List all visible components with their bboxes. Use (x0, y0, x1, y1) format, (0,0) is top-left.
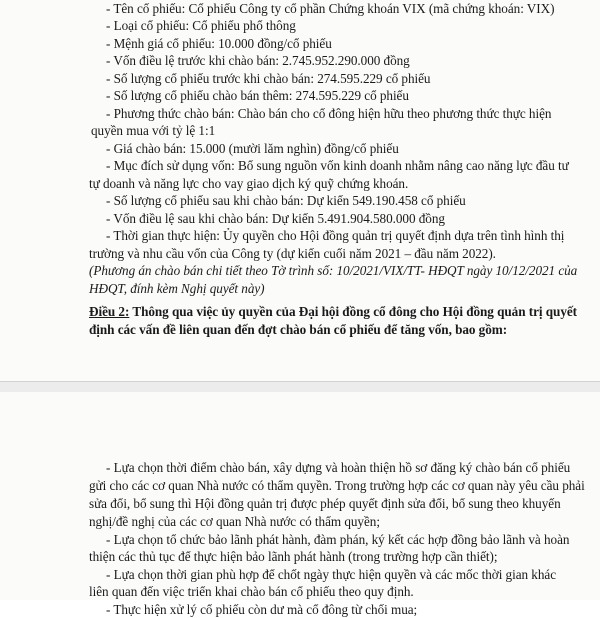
text-line: - Vốn điều lệ sau khi chào bán: Dự kiến 5.491.904.580.000 đồng (106, 211, 445, 226)
text-line: - Vốn điều lệ trước khi chào bán: 2.745.952.290.000 đồng (106, 53, 410, 68)
text-line: - Mệnh giá cổ phiếu: 10.000 đồng/cổ phiếu (106, 36, 332, 51)
text-line: - Số lượng cổ phiếu sau khi chào bán: Dự kiến 549.190.458 cổ phiếu (106, 193, 466, 208)
text-line: - Lựa chọn thời gian phù hợp để chốt ngày thực hiện quyền và các mốc thời gian khác (106, 567, 557, 582)
text-line: sửa đổi, bổ sung thì Hội đồng quản trị được phép quyết định sửa đổi, bổ sung theo khuyến (89, 496, 561, 511)
text-line: gửi cho các cơ quan Nhà nước có thẩm quyền. Trong trường hợp các cơ quan này yêu cầu phải (89, 478, 585, 493)
text-line: - Số lượng cổ phiếu trước khi chào bán: 274.595.229 cổ phiếu (106, 71, 431, 86)
text-line: quyền mua với tỷ lệ 1:1 (91, 123, 216, 138)
text-line: nghị/đề nghị của các cơ quan Nhà nước có thẩm quyền; (89, 514, 380, 529)
article-label: Điều 2: (89, 304, 130, 319)
text-line: - Thời gian thực hiện: Ủy quyền cho Hội đồng quản trị quyết định dựa trên tình hình thị (106, 228, 565, 243)
text-line: - Giá chào bán: 15.000 (mười lăm nghìn) đồng/cổ phiếu (106, 141, 399, 156)
text-line: trường và nhu cầu vốn của Công ty (dự kiến cuối năm 2021 – đầu năm 2022). (89, 246, 496, 261)
text-line: - Số lượng cổ phiếu chào bán thêm: 274.595.229 cổ phiếu (106, 88, 409, 103)
note-line: HĐQT, đính kèm Nghị quyết này) (89, 281, 265, 296)
text-line: thiện các thủ tục để thực hiện bảo lãnh phát hành (trong trường hợp cần thiết); (89, 549, 498, 564)
text-line: - Lựa chọn thời điểm chào bán, xây dựng và hoàn thiện hồ sơ đăng ký chào bán cổ phiếu (106, 460, 571, 475)
text-line: - Thực hiện xử lý cổ phiếu còn dư mà cổ đông từ chối mua; (106, 602, 418, 617)
article-heading-continued: định các vấn đề liên quan đến đợt chào bán cổ phiếu để tăng vốn, bao gồm: (89, 322, 508, 337)
text-line: - Lựa chọn tổ chức bảo lãnh phát hành, đàm phán, ký kết các hợp đồng bảo lãnh và hoàn (106, 532, 570, 547)
text-line: liên quan đến việc triển khai chào bán cổ phiếu theo quy định. (89, 584, 414, 599)
text-line: - Phương thức chào bán: Chào bán cho cổ đông hiện hữu theo phương thức thực hiện (106, 106, 552, 121)
text-line: - Loại cổ phiếu: Cổ phiếu phổ thông (106, 18, 296, 33)
document-page-2 (0, 392, 600, 617)
article-heading (89, 304, 577, 320)
article-heading-text: Thông qua việc ủy quyền của Đại hội đồng cổ đông cho Hội đồng quản trị quyết (129, 304, 578, 319)
text-line: - Tên cổ phiếu: Cổ phiếu Công ty cổ phần Chứng khoán VIX (mã chứng khoán: VIX) (106, 1, 555, 16)
note-line: (Phương án chào bán chi tiết theo Tờ trình số: 10/2021/VIX/TT- HĐQT ngày 10/12/2021 của (89, 263, 578, 278)
text-line: tự doanh và năng lực cho vay giao dịch ký quỹ chứng khoán. (89, 176, 409, 191)
text-line: - Mục đích sử dụng vốn: Bổ sung nguồn vốn kinh doanh nhằm nâng cao năng lực đầu tư (106, 158, 569, 173)
